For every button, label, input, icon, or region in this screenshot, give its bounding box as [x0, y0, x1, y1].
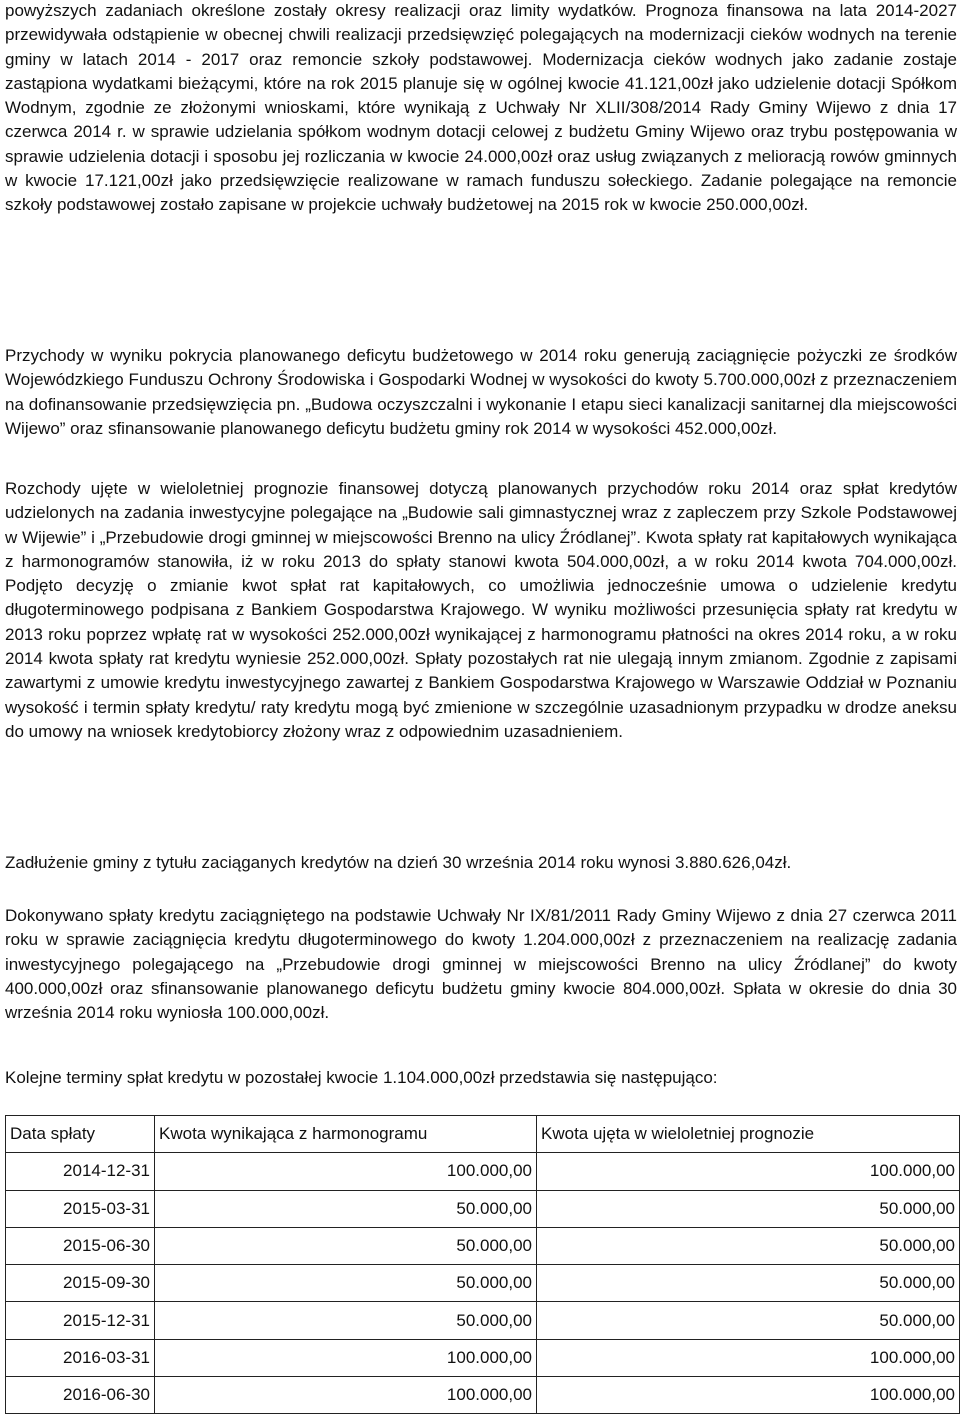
- cell-forecast-amount: 50.000,00: [537, 1227, 960, 1264]
- cell-scheduled-amount: 50.000,00: [155, 1227, 537, 1264]
- paragraph-expenditures-credits: Rozchody ujęte w wieloletniej prognozie finansowej dotyczą planowanych przychodów roku 2014 oraz spłat kredytów udzielonych na zadania inwestycyjne polegające na „Budowie sali gimnastycznej wraz z zapleczem przy Szkole Podstawowej w Wijewie” i „Przebudowie drogi gminnej w miejscowości Brenno na ulicy Źródlanej”. Kwota spłaty rat kapitałowych wynikająca z harmonogramów stanowiła, iż w roku 2013 do spłaty stanowi kwota 504.000,00zł, a w roku 2014 kwota 704.000,00zł. Podjęto decyzję o zmianie kwot spłat rat kapitałowych, co umożliwia jednocześnie umowa o udzielenie kredytu długoterminowego podpisana z Bankiem Gospodarstwa Krajowego. W wyniku możliwości przesunięcia spłaty rat kredytu w 2013 roku poprzez wpłatę rat w wysokości 252.000,00zł wynikającej z harmonogramu płatności na okres 2014 roku, a w roku 2014 kwota spłaty rat kredytu wyniesie 252.000,00zł. Spłaty pozostałych rat nie ulegają innym zmianom. Zgodnie z zapisami zawartymi z umowie kredytu inwestycyjnego zawartej z Bankiem Gospodarstwa Krajowego w Warszawie Oddział w Poznaniu wysokość i termin spłaty kredytu/ raty kredytu mogą być zmienione w szczególnie uzasadnionym przypadku w drodze aneksu do umowy na wniosek kredytobiorcy złożony wraz z odpowiednim uzasadnieniem.: [5, 479, 957, 741]
- table-row: [6, 1302, 960, 1339]
- cell-forecast-amount: 50.000,00: [537, 1302, 960, 1339]
- table-row: [6, 1227, 960, 1264]
- table-row: [6, 1153, 960, 1190]
- header-scheduled-amount: Kwota wynikająca z harmonogramu: [155, 1116, 537, 1153]
- paragraph-revenues-loan: Przychody w wyniku pokrycia planowanego deficytu budżetowego w 2014 roku generują zaciągnięcie pożyczki ze środków Wojewódzkiego Funduszu Ochrony Środowiska i Gospodarki Wodnej w wysokości do kwoty 5.700.000,00zł z przeznaczeniem na dofinansowanie przedsięwzięcia pn. „Budowa oczyszczalni i wykonanie I etapu sieci kanalizacji sanitarnej dla miejscowości Wijewo” oraz sfinansowanie planowanego deficytu budżetu gminy rok 2014 w wysokości 452.000,00zł.: [5, 346, 957, 438]
- cell-payment-date: 2016-03-31: [6, 1339, 155, 1376]
- cell-payment-date: 2014-12-31: [6, 1153, 155, 1190]
- cell-payment-date: 2016-06-30: [6, 1377, 155, 1414]
- cell-scheduled-amount: 50.000,00: [155, 1302, 537, 1339]
- cell-scheduled-amount: 100.000,00: [155, 1339, 537, 1376]
- paragraph-schedule-intro: Kolejne terminy spłat kredytu w pozostałej kwocie 1.104.000,00zł przedstawia się następująco:: [5, 1068, 718, 1087]
- header-forecast-amount: Kwota ujęta w wieloletniej prognozie: [537, 1116, 960, 1153]
- table-row: [6, 1339, 960, 1376]
- paragraph-project-forecast: powyższych zadaniach określone zostały okresy realizacji oraz limity wydatków. Prognoza finansowa na lata 2014-2027 przewidywała odstąpienie w obecnej chwili realizacji przedsięwzięć polegających na modernizacji cieków wodnych na terenie gminy w latach 2014 - 2017 oraz remoncie szkoły podstawowej. Modernizacja cieków wodnych jako zadanie zostaje zastąpiona wydatkami bieżącymi, które na rok 2015 planuje się w ogólnej kwocie 41.121,00zł jako udzielenie dotacji Spółkom Wodnym, zgodnie ze złożonymi wnioskami, które wynikają z Uchwały Nr XLII/308/2014 Rady Gminy Wijewo z dnia 17 czerwca 2014 r. w sprawie udzielania spółkom wodnym dotacji celowej z budżetu Gminy Wijewo oraz trybu postępowania w sprawie udzielenia dotacji i sposobu jej rozliczania w kwocie 24.000,00zł oraz usług związanych z melioracją rowów gminnych w kwocie 17.121,00zł jako przedsięwzięcie realizowane w ramach funduszu sołeckiego. Zadanie polegające na remoncie szkoły podstawowej zostało zapisane w projekcie uchwały budżetowej na 2015 rok w kwocie 250.000,00zł.: [5, 1, 957, 215]
- cell-forecast-amount: 100.000,00: [537, 1339, 960, 1376]
- table-row: [6, 1190, 960, 1227]
- cell-payment-date: 2015-12-31: [6, 1302, 155, 1339]
- cell-forecast-amount: 50.000,00: [537, 1190, 960, 1227]
- header-payment-date: Data spłaty: [6, 1116, 155, 1153]
- cell-forecast-amount: 100.000,00: [537, 1153, 960, 1190]
- paragraph-credit-repayment: Dokonywano spłaty kredytu zaciągniętego na podstawie Uchwały Nr IX/81/2011 Rady Gminy Wijewo z dnia 27 czerwca 2011 roku w sprawie zaciągnięcia kredytu długoterminowego do kwoty 1.204.000,00zł z przeznaczeniem na realizację zadania inwestycyjnego polegającego na „Przebudowie drogi gminnej w miejscowości Brenno na ulicy Źródlanej” do kwoty 400.000,00zł oraz sfinansowanie planowanego deficytu budżetu gminy kwocie 804.000,00zł. Spłata w okresie do dnia 30 września 2014 roku wyniosła 100.000,00zł.: [5, 906, 957, 1023]
- cell-forecast-amount: 50.000,00: [537, 1265, 960, 1302]
- cell-payment-date: 2015-06-30: [6, 1227, 155, 1264]
- table-body: [6, 1153, 960, 1414]
- table-row: [6, 1265, 960, 1302]
- table-header-row: [6, 1116, 960, 1153]
- cell-scheduled-amount: 100.000,00: [155, 1153, 537, 1190]
- cell-payment-date: 2015-03-31: [6, 1190, 155, 1227]
- cell-scheduled-amount: 50.000,00: [155, 1265, 537, 1302]
- cell-scheduled-amount: 50.000,00: [155, 1190, 537, 1227]
- cell-forecast-amount: 100.000,00: [537, 1377, 960, 1414]
- repayment-schedule-table: [5, 1115, 960, 1414]
- cell-scheduled-amount: 100.000,00: [155, 1377, 537, 1414]
- cell-payment-date: 2015-09-30: [6, 1265, 155, 1302]
- paragraph-debt-status: Zadłużenie gminy z tytułu zaciąganych kredytów na dzień 30 września 2014 roku wynosi 3.880.626,04zł.: [5, 853, 792, 872]
- table-row: [6, 1377, 960, 1414]
